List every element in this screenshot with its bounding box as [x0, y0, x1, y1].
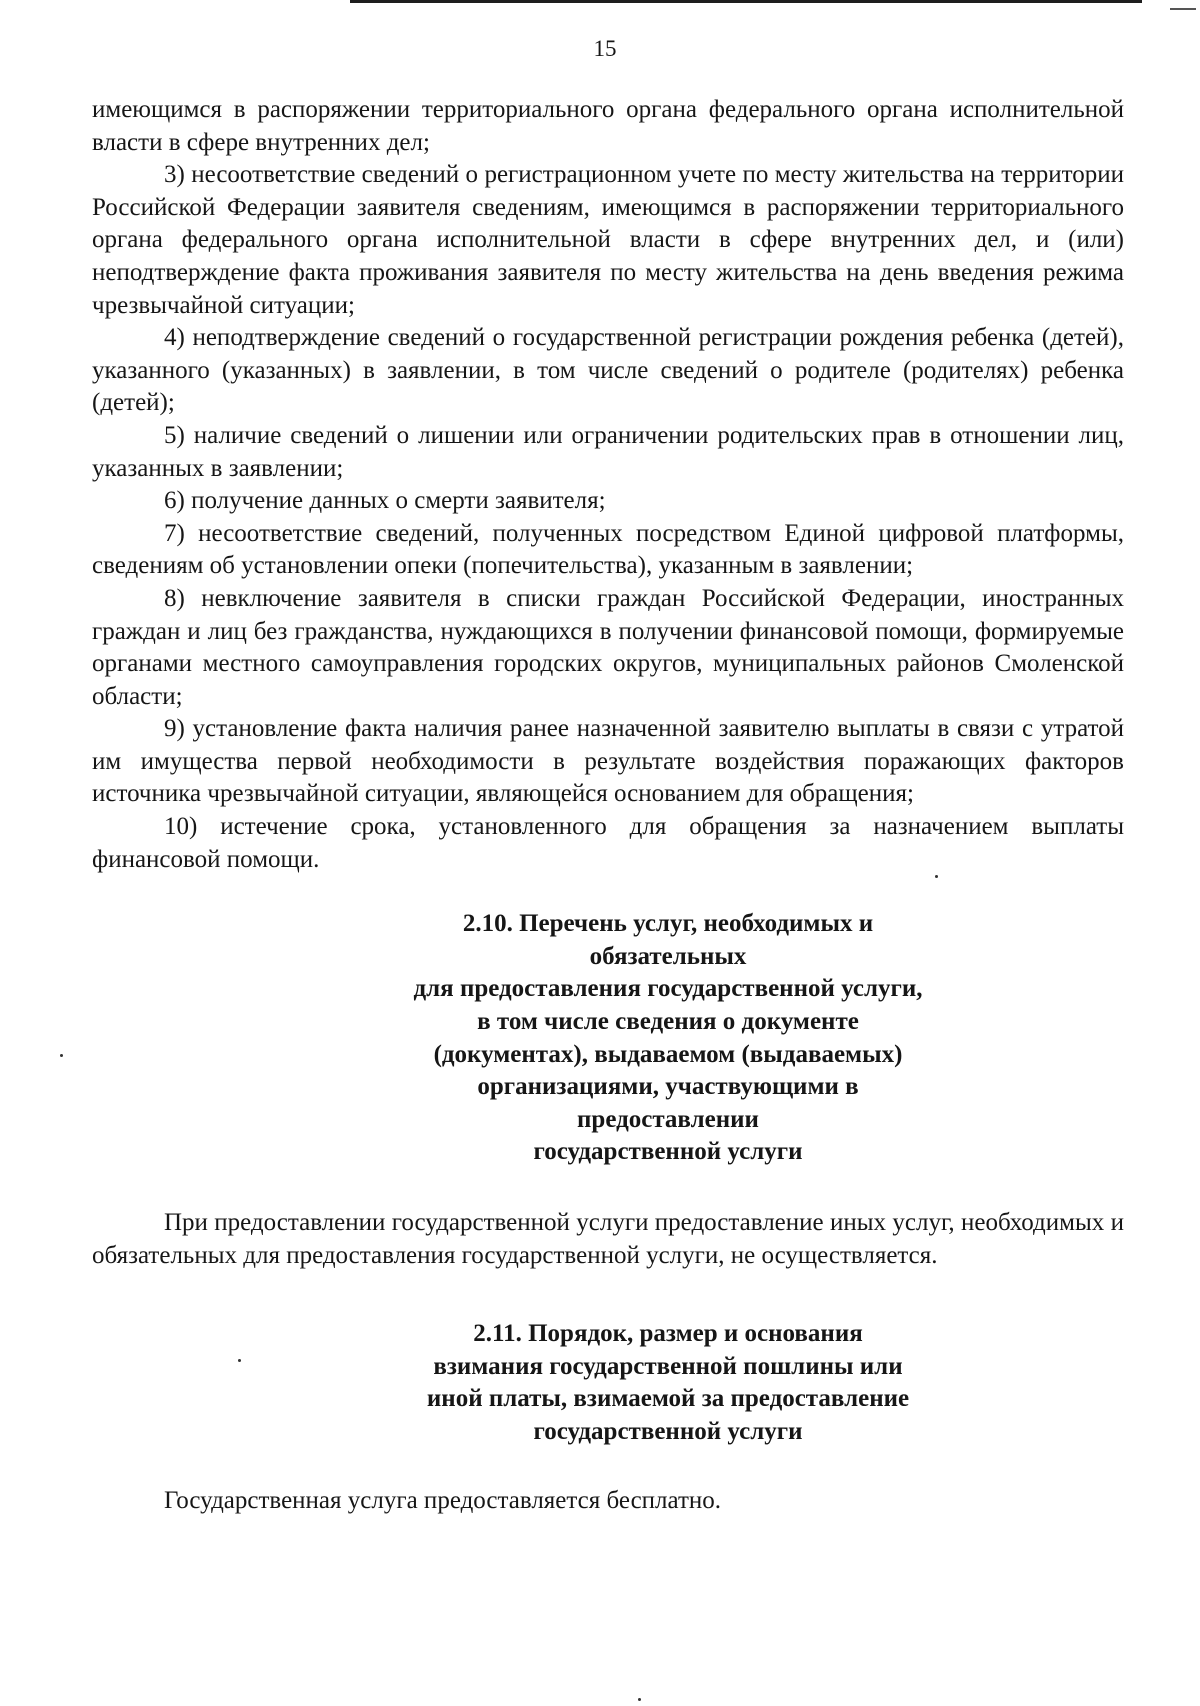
section-2-11-body: Государственная услуга предоставляется бесплатно.	[164, 1486, 722, 1514]
heading-line: 2.10. Перечень услуг, необходимых и	[462, 910, 874, 938]
heading-line: государственной услуги	[533, 1138, 803, 1166]
paragraph: 3) несоответствие сведений о регистрационном учете по месту жительства на территории Российской Федерации заявителя сведениям, имеющимся в распоряжении территориального органа федерального органа исполнительной власти в сфере внутренних дел, и (или) неподтверждение факта проживания заявителя по месту жительства на день введения режима чрезвычайной ситуации;	[92, 161, 1124, 319]
scan-edge-line	[350, 0, 1142, 3]
paragraph: имеющимся в распоряжении территориального органа федерального органа исполнительной власти в сфере внутренних дел;	[92, 96, 1124, 156]
paragraph: 4) неподтверждение сведений о государственной регистрации рождения ребенка (детей), указанного (указанных) в заявлении, в том числе сведений о родителе (родителях) ребенка (детей);	[92, 324, 1124, 417]
scan-speck	[935, 875, 938, 878]
heading-line: государственной услуги	[533, 1417, 803, 1445]
heading-line: иной платы, взимаемой за предоставление	[426, 1385, 910, 1413]
heading-line: обязательных	[589, 942, 747, 970]
paragraph: 8) невключение заявителя в списки граждан Российской Федерации, иностранных граждан и лиц без гражданства, нуждающихся в получении финансовой помощи, формируемые органами местного самоуправления городских округов, муниципальных районов Смоленской области;	[92, 584, 1124, 710]
scan-speck	[238, 1359, 241, 1362]
paragraph-list	[92, 94, 1124, 876]
scan-speck	[60, 1054, 63, 1057]
scan-edge-mark	[1170, 8, 1196, 10]
paragraph: 10) истечение срока, установленного для обращения за назначением выплаты финансовой помощи.	[92, 813, 1124, 873]
document-body	[92, 94, 1124, 1517]
heading-line: в том числе сведения о документе	[477, 1008, 859, 1036]
heading-line: предоставлении	[577, 1105, 759, 1133]
heading-line: 2.11. Порядок, размер и основания	[473, 1320, 863, 1348]
heading-line: взимания государственной пошлины или	[433, 1352, 903, 1380]
section-heading-2-11	[92, 1318, 1124, 1448]
section-2-10-body: При предоставлении государственной услуги предоставление иных услуг, необходимых и обязательных для предоставления государственной услуги, не осуществляется.	[92, 1209, 1124, 1269]
scan-speck	[638, 1698, 641, 1701]
heading-line: организациями, участвующими в	[477, 1073, 859, 1101]
heading-line: для предоставления государственной услуги,	[413, 975, 923, 1003]
section-heading-2-10	[92, 908, 1124, 1169]
paragraph: 7) несоответствие сведений, полученных посредством Единой цифровой платформы, сведениям об установлении опеки (попечительства), указанным в заявлении;	[92, 519, 1124, 580]
paragraph: 9) установление факта наличия ранее назначенной заявителю выплаты в связи с утратой им имущества первой необходимости в результате воздействия поражающих факторов источника чрезвычайной ситуации, являющейся основанием для обращения;	[92, 715, 1124, 808]
paragraph: 5) наличие сведений о лишении или ограничении родительских прав в отношении лиц, указанных в заявлении;	[92, 421, 1124, 482]
heading-line: (документах), выдаваемом (выдаваемых)	[433, 1040, 903, 1068]
paragraph: 6) получение данных о смерти заявителя;	[164, 487, 606, 515]
page-number: 15	[593, 36, 617, 61]
